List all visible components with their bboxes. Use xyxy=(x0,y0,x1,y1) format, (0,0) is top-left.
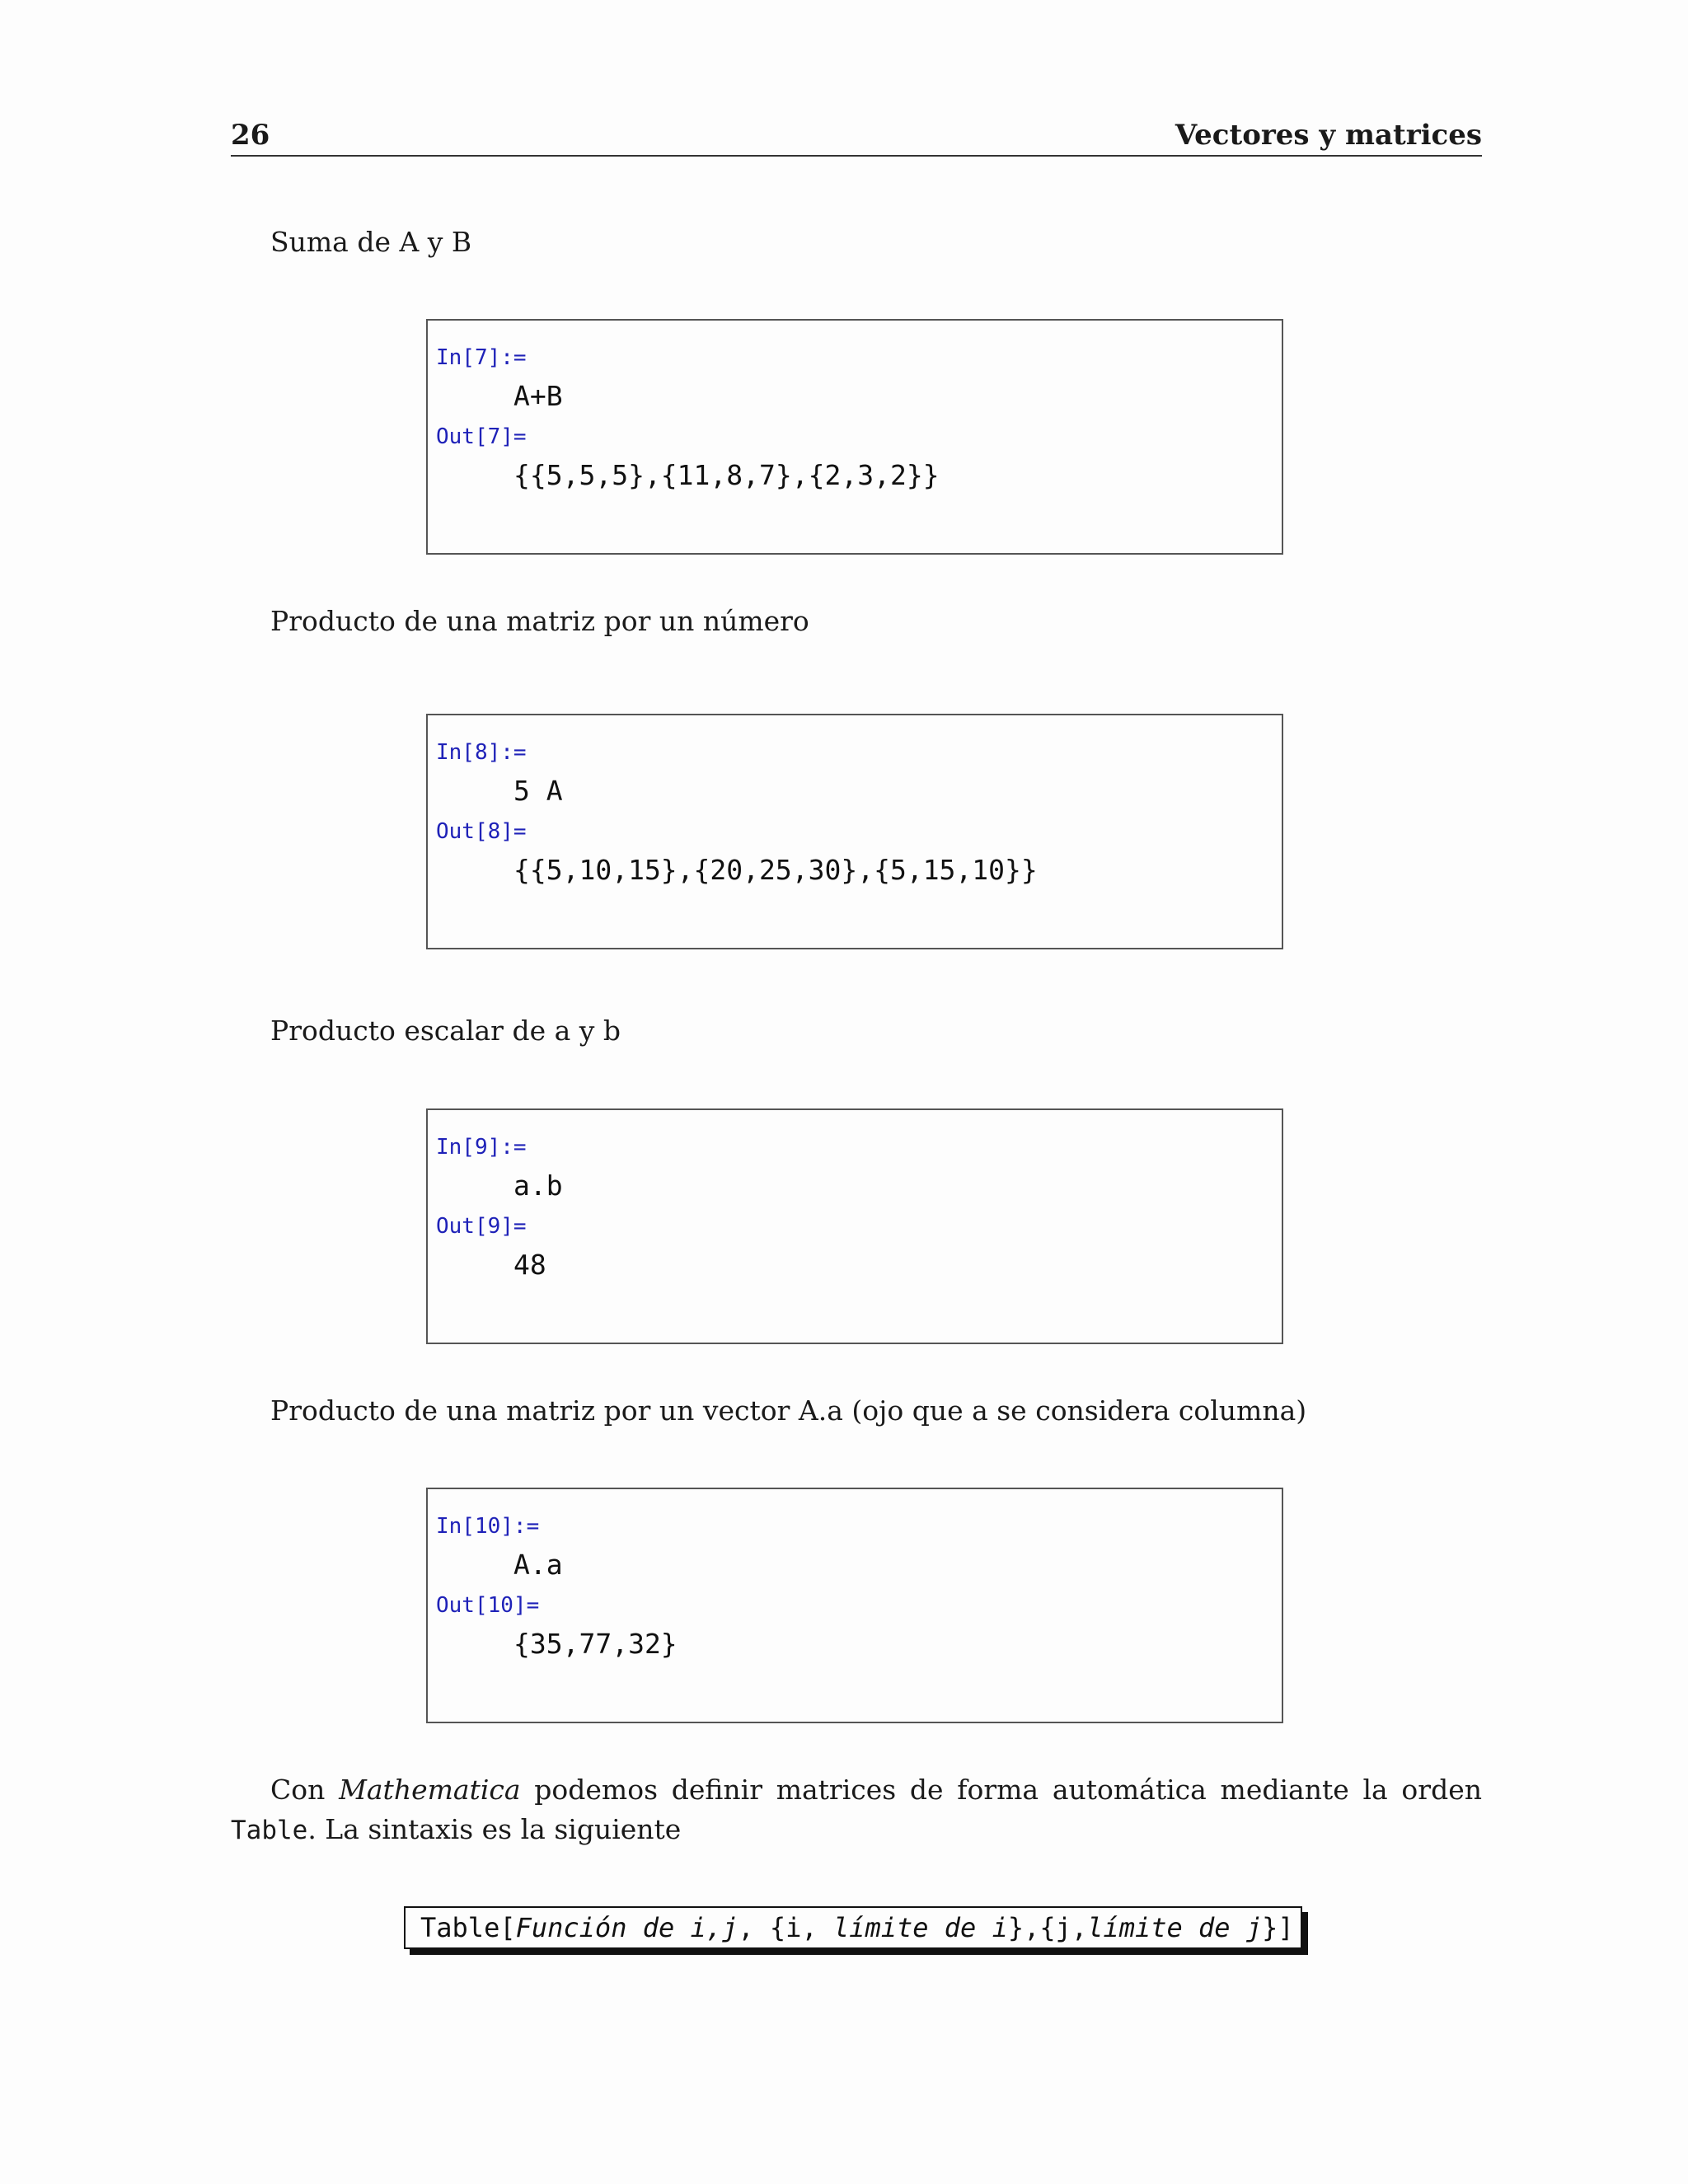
input-label: In[8]:= xyxy=(436,740,527,765)
output-label: Out[8]= xyxy=(436,819,527,844)
closing-code-word: Table xyxy=(231,1816,308,1845)
notebook-cell-9 xyxy=(426,1108,1283,1344)
closing-paragraph xyxy=(231,1770,1482,1850)
output-label: Out[7]= xyxy=(436,424,527,449)
syntax-box xyxy=(404,1906,1302,1949)
syntax-part-1: Table[ xyxy=(420,1912,516,1943)
input-label: In[7]:= xyxy=(436,345,527,370)
output-code: {{5,5,5},{11,8,7},{2,3,2}} xyxy=(513,459,940,491)
output-code: {35,77,32} xyxy=(513,1628,678,1660)
syntax-italic-2: límite de i xyxy=(832,1912,1008,1943)
input-code: a.b xyxy=(513,1169,563,1202)
caption-suma: Suma de A y B xyxy=(270,226,472,258)
syntax-part-4: }] xyxy=(1262,1912,1294,1943)
notebook-cell-7 xyxy=(426,319,1283,555)
notebook-cell-10 xyxy=(426,1488,1283,1723)
closing-text-3: . La sintaxis es la siguiente xyxy=(307,1813,682,1845)
running-header xyxy=(231,114,1482,157)
closing-text-1: Con xyxy=(270,1774,340,1806)
syntax-part-3: },{j, xyxy=(1007,1912,1088,1943)
caption-producto-escalar: Producto escalar de a y b xyxy=(270,1015,621,1047)
output-label: Out[10]= xyxy=(436,1593,540,1618)
input-code: 5 A xyxy=(513,775,563,807)
input-label: In[9]:= xyxy=(436,1135,527,1160)
input-code: A+B xyxy=(513,380,563,412)
output-code: 48 xyxy=(513,1249,546,1281)
closing-emphasis: Mathematica xyxy=(339,1774,521,1806)
page-number: 26 xyxy=(231,119,270,152)
notebook-cell-8 xyxy=(426,714,1283,949)
output-code: {{5,10,15},{20,25,30},{5,15,10}} xyxy=(513,854,1038,886)
input-code: A.a xyxy=(513,1549,563,1581)
caption-producto-vector: Producto de una matriz por un vector A.a (ojo que a se considera columna) xyxy=(270,1394,1307,1427)
input-label: In[10]:= xyxy=(436,1514,540,1539)
caption-producto-numero: Producto de una matriz por un número xyxy=(270,605,809,637)
closing-text-2: podemos definir matrices de forma automática mediante la orden xyxy=(520,1774,1482,1806)
syntax-italic-3: límite de j xyxy=(1087,1912,1263,1943)
syntax-italic-1: Función de i,j xyxy=(515,1912,738,1943)
output-label: Out[9]= xyxy=(436,1214,527,1239)
running-title: Vectores y matrices xyxy=(1175,119,1482,152)
syntax-part-2: , {i, xyxy=(738,1912,833,1943)
